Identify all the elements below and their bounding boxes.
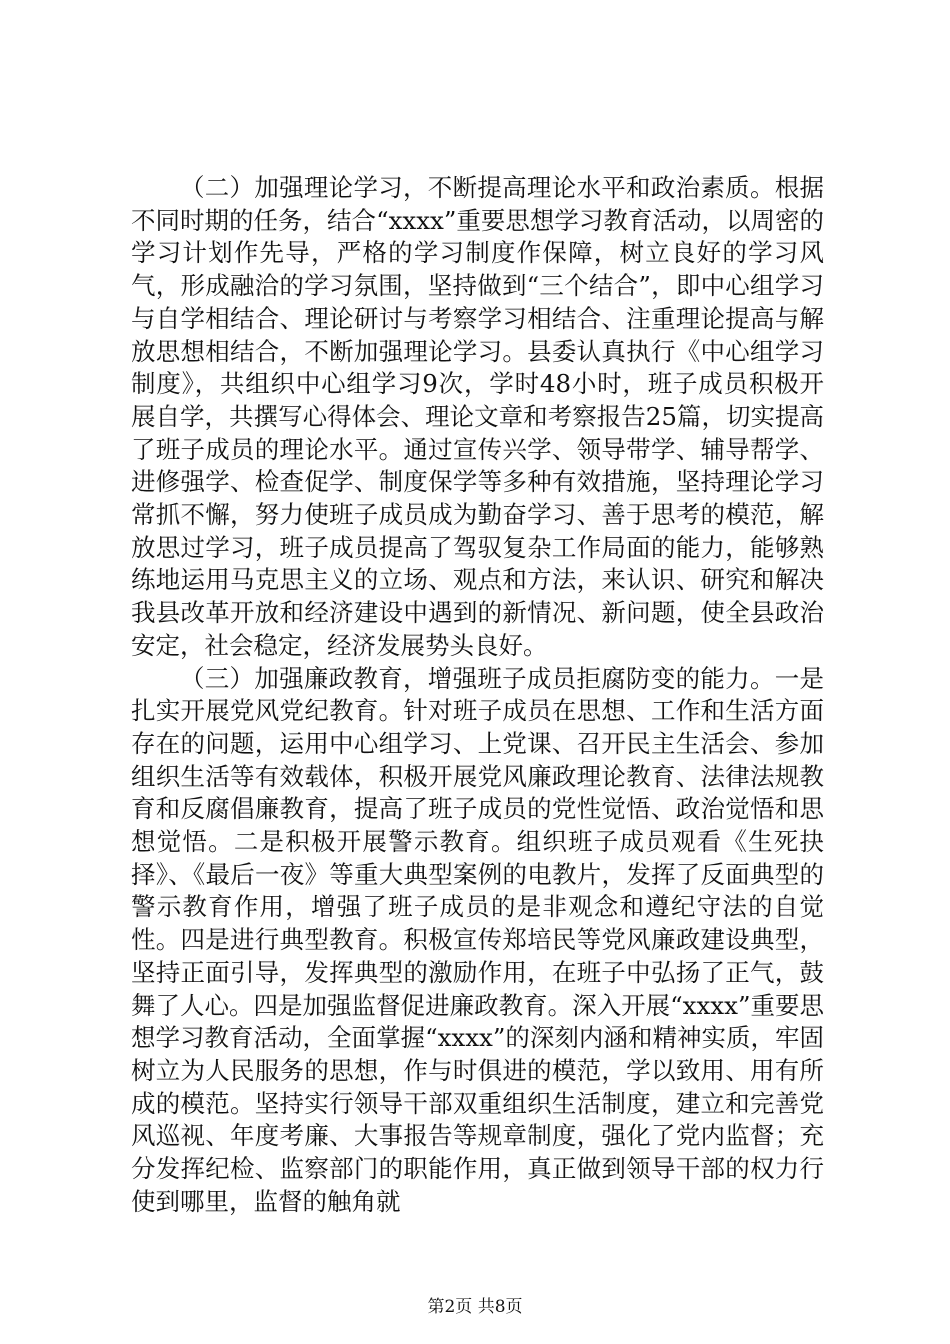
paragraph-integrity-education: （三）加强廉政教育，增强班子成员拒腐防变的能力。一是扎实开展党风党纪教育。针对班子成员在思想、工作和生活方面存在的问题，运用中心组学习、上党课、召开民主生活会、参加组织生活等有效载体，积极开展党风廉政理论教育、法律法规教育和反腐倡廉教育，提高了班子成员的党性觉悟、政治觉悟和思想觉悟。二是积极开展警示教育。组织班子成员观看《生死抉择》、《最后一夜》等重大典型案例的电教片，发挥了反面典型的警示教育作用，增强了班子成员的是非观念和遵纪守法的自觉性。四是进行典型教育。积极宣传郑培民等党风廉政建设典型，坚持正面引导，发挥典型的激励作用，在班子中弘扬了正气，鼓舞了人心。四是加强监督促进廉政教育。深入开展“xxxx”重要思想学习教育活动，全面掌握“xxxx”的深刻内涵和精神实质，牢固树立为人民服务的思想，作与时俱进的模范，学以致用、用有所成的模范。坚持实行领导干部双重组织生活制度，建立和完善党风巡视、年度考廉、大事报告等规章制度，强化了党内监督；充分发挥纪检、监察部门的职能作用，真正做到领导干部的权力行使到哪里，监督的触角就: [131, 663, 824, 1216]
page-number-footer: 第2页 共8页: [427, 1297, 523, 1317]
document-body: [131, 172, 824, 1219]
paragraph-theory-study: （二）加强理论学习，不断提高理论水平和政治素质。根据不同时期的任务，结合“xxxx”重要思想学习教育活动，以周密的学习计划作先导，严格的学习制度作保障，树立良好的学习风气，形成融洽的学习氛围，坚持做到“三个结合”，即中心组学习与自学相结合、理论研讨与考察学习相结合、注重理论提高与解放思想相结合，不断加强理论学习。县委认真执行《中心组学习制度》，共组织中心组学习9次，学时48小时，班子成员积极开展自学，共撰写心得体会、理论文章和考察报告25篇，切实提高了班子成员的理论水平。通过宣传兴学、领导带学、辅导帮学、进修强学、检查促学、制度保学等多种有效措施，坚持理论学习常抓不懈，努力使班子成员成为勤奋学习、善于思考的模范，解放思过学习，班子成员提高了驾驭复杂工作局面的能力，能够熟练地运用马克思主义的立场、观点和方法，来认识、研究和解决我县改革开放和经济建设中遇到的新情况、新问题，使全县政治安定，社会稳定，经济发展势头良好。: [131, 173, 824, 660]
